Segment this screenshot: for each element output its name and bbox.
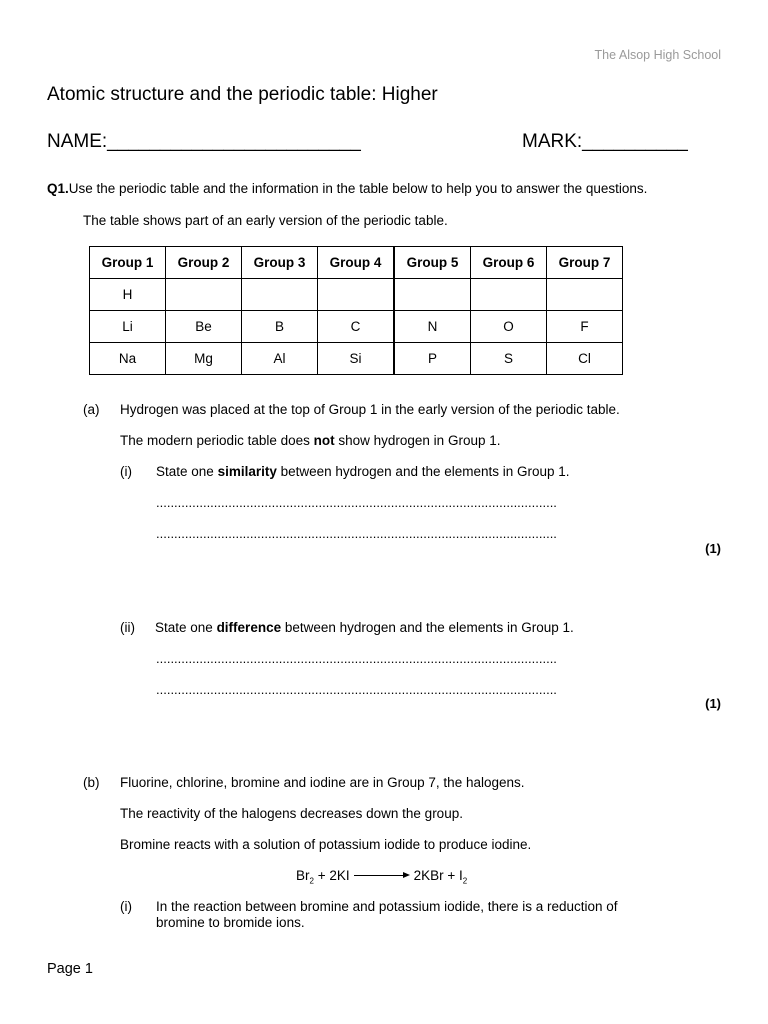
part-a-ii-pre: State one — [155, 620, 217, 635]
equation-lhs-b: + 2KI — [313, 868, 350, 883]
marks-label: (1) — [705, 696, 721, 711]
part-a-i-pre: State one — [156, 464, 218, 479]
equation-subscript: 2 — [462, 876, 468, 886]
answer-line[interactable]: ............................................................................................................... — [156, 495, 557, 510]
question-1-instruction — [47, 181, 647, 197]
mark-field: MARK:__________ — [522, 131, 688, 152]
question-number: Q1. — [47, 181, 69, 196]
table-cell: P — [394, 343, 471, 375]
equation-rhs: 2KBr + I — [413, 868, 463, 883]
answer-line[interactable]: ............................................................................................................... — [156, 526, 557, 541]
table-cell — [547, 279, 623, 311]
part-a-i-bold: similarity — [217, 464, 277, 479]
page-number: Page 1 — [47, 961, 93, 977]
table-header-cell: Group 4 — [318, 247, 395, 279]
part-a-i-label: (i) — [120, 464, 132, 479]
table-row — [90, 343, 623, 375]
part-b-line2: The reactivity of the halogens decreases down the group. — [120, 806, 463, 821]
table-cell — [242, 279, 318, 311]
table-intro: The table shows part of an early version of the periodic table. — [83, 213, 448, 228]
equation-lhs-a: Br — [296, 868, 310, 883]
table-header-cell: Group 1 — [90, 247, 166, 279]
table-cell: Na — [90, 343, 166, 375]
part-a-i-post: between hydrogen and the elements in Group 1. — [276, 464, 570, 479]
table-header-cell: Group 5 — [394, 247, 471, 279]
part-a-line1: Hydrogen was placed at the top of Group 1 in the early version of the periodic table. — [120, 402, 620, 417]
table-header-cell: Group 3 — [242, 247, 318, 279]
part-b-line3: Bromine reacts with a solution of potassium iodide to produce iodine. — [120, 837, 532, 852]
part-b-i-line2: bromine to bromide ions. — [156, 915, 305, 930]
marks-label: (1) — [705, 541, 721, 556]
table-cell: Cl — [547, 343, 623, 375]
table-row — [90, 279, 623, 311]
table-cell: C — [318, 311, 395, 343]
part-a-ii-bold: difference — [216, 620, 282, 635]
table-cell: Mg — [166, 343, 242, 375]
part-b-i-line1: In the reaction between bromine and potassium iodide, there is a reduction of — [156, 899, 618, 914]
table-cell: N — [394, 311, 471, 343]
part-b-label: (b) — [83, 775, 100, 790]
part-a-line2-pre: The modern periodic table does — [120, 433, 314, 448]
answer-line[interactable]: ............................................................................................................... — [156, 651, 557, 666]
table-cell — [471, 279, 547, 311]
table-cell — [318, 279, 395, 311]
name-field: NAME:________________________ — [47, 131, 361, 152]
table-header-cell: Group 2 — [166, 247, 242, 279]
table-row — [90, 311, 623, 343]
part-a-line2-post: show hydrogen in Group 1. — [334, 433, 501, 448]
part-b-line1: Fluorine, chlorine, bromine and iodine are in Group 7, the halogens. — [120, 775, 525, 790]
part-a-i-question — [156, 464, 570, 479]
part-a-label: (a) — [83, 402, 100, 417]
page-title: Atomic structure and the periodic table: Higher — [47, 84, 438, 105]
table-cell: S — [471, 343, 547, 375]
reaction-arrow-icon — [354, 871, 410, 881]
table-cell — [166, 279, 242, 311]
table-header-row — [90, 247, 623, 279]
table-cell: H — [90, 279, 166, 311]
table-cell — [394, 279, 471, 311]
equation-subscript: 2 — [309, 876, 314, 886]
part-a-line2-bold: not — [313, 433, 335, 448]
part-b-i-label: (i) — [120, 899, 132, 914]
table-cell: Si — [318, 343, 395, 375]
table-cell: Al — [242, 343, 318, 375]
table-cell: F — [547, 311, 623, 343]
part-a-ii-label: (ii) — [120, 620, 135, 635]
periodic-table — [89, 246, 623, 375]
school-name: The Alsop High School — [594, 48, 721, 62]
table-header-cell: Group 6 — [471, 247, 547, 279]
table-cell: Li — [90, 311, 166, 343]
answer-line[interactable]: ............................................................................................................... — [156, 682, 557, 697]
table-cell: O — [471, 311, 547, 343]
chemical-equation — [296, 868, 467, 886]
question-1-text: Use the periodic table and the information in the table below to help you to answer the questions. — [68, 181, 648, 196]
table-cell: Be — [166, 311, 242, 343]
part-a-ii-post: between hydrogen and the elements in Group 1. — [281, 620, 574, 635]
table-header-cell: Group 7 — [547, 247, 623, 279]
table-cell: B — [242, 311, 318, 343]
part-a-ii-question — [155, 620, 574, 635]
part-a-line2 — [120, 433, 500, 448]
